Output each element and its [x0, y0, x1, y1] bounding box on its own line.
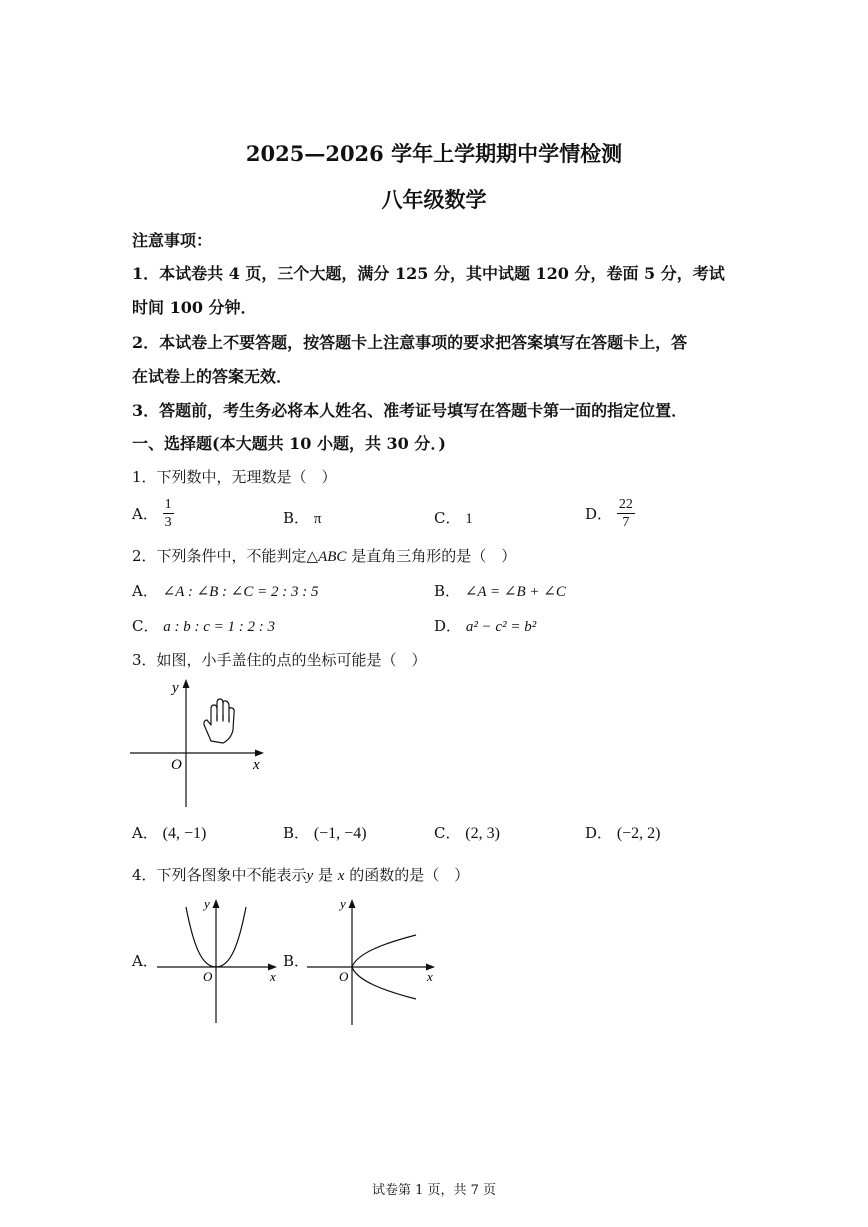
q2-option-b	[434, 580, 566, 601]
q4a-y-arrow	[213, 899, 220, 908]
q3-option-b-label: B．	[283, 824, 310, 842]
q4a-x-label: x	[270, 969, 276, 984]
q2-stem	[132, 545, 516, 566]
q2-option-d-label: D．	[434, 617, 462, 635]
q3-option-b	[283, 822, 367, 843]
q1-option-d-numerator: 22	[618, 497, 633, 512]
q1-option-a-numerator: 1	[164, 497, 172, 512]
q1-option-a-denominator: 3	[164, 515, 172, 530]
q3-coordinate-figure	[125, 675, 275, 810]
q2-stem-triangle: △ABC	[306, 549, 347, 565]
q4b-origin-label: O	[339, 969, 349, 984]
q3-option-d-label: D．	[585, 824, 613, 842]
q3-x-arrow	[255, 750, 264, 757]
q3-option-c-value: (2, 3)	[465, 825, 500, 842]
q2-stem-pre: 2．下列条件中，不能判定	[132, 547, 307, 565]
notes-item-2-line-2: 在试卷上的答案无效．	[132, 367, 293, 386]
q4-option-a-graph	[155, 893, 285, 1025]
q2-option-b-value: ∠A = ∠B + ∠C	[464, 584, 566, 600]
q4-stem	[132, 864, 469, 885]
q4b-x-label: x	[427, 969, 433, 984]
notes-heading: 注意事项：	[132, 231, 213, 250]
q4-stem-x: x	[337, 868, 345, 884]
q4-option-b-label: B．	[283, 952, 310, 970]
q3-option-c-label: C．	[434, 824, 461, 842]
exam-title: 2025—2026 学年上学期期中学情检测	[245, 141, 623, 166]
q4-option-b-graph	[305, 893, 445, 1028]
q1-option-a-label: A．	[132, 505, 158, 523]
q3-origin-label: O	[171, 757, 182, 773]
q2-option-c-value: a : b : c = 1 : 2 : 3	[163, 619, 276, 635]
q1-option-c-value: 1	[465, 511, 473, 527]
q2-option-c	[132, 615, 275, 636]
q1-option-d	[585, 496, 635, 531]
q3-y-label: y	[172, 680, 179, 696]
q4b-y-arrow	[349, 899, 356, 908]
q4a-y-label: y	[204, 896, 210, 911]
q1-option-b-label: B．	[283, 509, 310, 527]
q3-option-c	[434, 822, 500, 843]
q1-option-b	[283, 507, 321, 528]
q3-x-label: x	[253, 757, 260, 773]
q1-option-b-value: π	[313, 511, 322, 527]
q4-stem-mid: 是	[313, 866, 338, 884]
q3-option-d-value: (−2, 2)	[616, 825, 661, 842]
q2-stem-post: 是直角三角形的是（ ）	[346, 547, 517, 565]
q1-option-d-fraction	[617, 496, 635, 531]
q4-stem-post: 的函数的是（ ）	[344, 866, 470, 884]
q3-y-arrow	[183, 679, 190, 688]
q1-option-c-label: C．	[434, 509, 461, 527]
q2-option-a-value: ∠A : ∠B : ∠C = 2 : 3 : 5	[162, 584, 319, 600]
hand-icon	[204, 699, 234, 743]
q4-stem-y: y	[306, 868, 314, 884]
notes-item-2-line-1: 2．本试卷上不要答题，按答题卡上注意事项的要求把答案填写在答题卡上，答	[132, 333, 688, 352]
q1-option-a	[132, 496, 174, 531]
q2-option-c-label: C．	[132, 617, 159, 635]
q2-option-a-label: A．	[132, 582, 158, 600]
notes-item-3: 3．答题前，考生务必将本人姓名、准考证号填写在答题卡第一面的指定位置．	[132, 401, 688, 420]
q2-option-d	[434, 615, 536, 636]
notes-item-1-line-1: 1．本试卷共 4 页，三个大题，满分 125 分，其中试题 120 分，卷面 5 分，考试	[132, 264, 725, 283]
q3-option-d	[585, 822, 661, 843]
q4a-origin-label: O	[203, 969, 213, 984]
notes-item-1-line-2: 时间 100 分钟．	[132, 298, 257, 317]
q4b-y-label: y	[340, 896, 346, 911]
q2-option-b-label: B．	[434, 582, 461, 600]
q4-stem-pre: 4．下列各图象中不能表示	[132, 866, 307, 884]
q3-option-a	[132, 822, 206, 843]
q2-option-a	[132, 580, 319, 601]
q3-option-a-value: (4, −1)	[162, 825, 207, 842]
q3-option-a-label: A．	[132, 824, 158, 842]
q3-option-b-value: (−1, −4)	[313, 825, 367, 842]
q1-stem: 1．下列数中，无理数是（ ）	[132, 468, 337, 486]
q4-option-a-label: A．	[132, 952, 158, 970]
q1-option-a-fraction	[163, 496, 174, 531]
section-1-heading: 一、选择题(本大题共 10 小题，共 30 分．)	[132, 434, 446, 453]
page-footer: 试卷第 1 页，共 7 页	[371, 1183, 497, 1198]
q2-option-d-value: a² − c² = b²	[465, 619, 537, 635]
q1-option-c	[434, 507, 473, 528]
exam-subtitle: 八年级数学	[381, 187, 487, 212]
q1-option-d-denominator: 7	[622, 515, 630, 530]
q1-option-d-label: D．	[585, 505, 613, 523]
q3-stem: 3．如图，小手盖住的点的坐标可能是（ ）	[132, 651, 427, 669]
